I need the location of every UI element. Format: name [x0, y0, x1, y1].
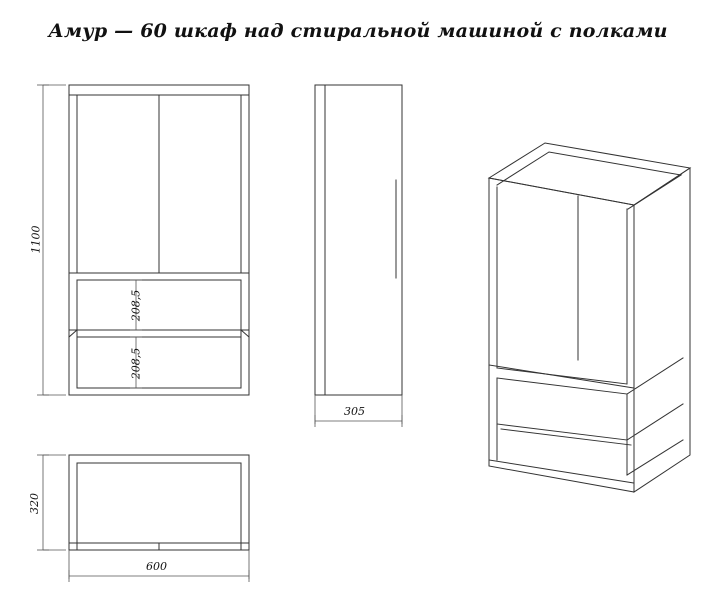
top-view: [69, 455, 249, 550]
dim-label-shelf-lower: 208,5: [129, 347, 143, 380]
dim-depth-320: [37, 455, 66, 550]
dim-label-depth-305: 305: [344, 405, 365, 418]
page-title: Амур — 60 шкаф над стиральной машиной с полками: [48, 20, 668, 42]
dim-label-height-1100: 1100: [29, 225, 43, 254]
side-view: [315, 85, 402, 395]
dim-label-depth-320: 320: [28, 493, 41, 514]
isometric-view: [489, 143, 690, 492]
dim-label-shelf-upper: 208,5: [129, 289, 143, 322]
front-view: [69, 85, 249, 395]
dim-label-width-600: 600: [146, 560, 167, 573]
